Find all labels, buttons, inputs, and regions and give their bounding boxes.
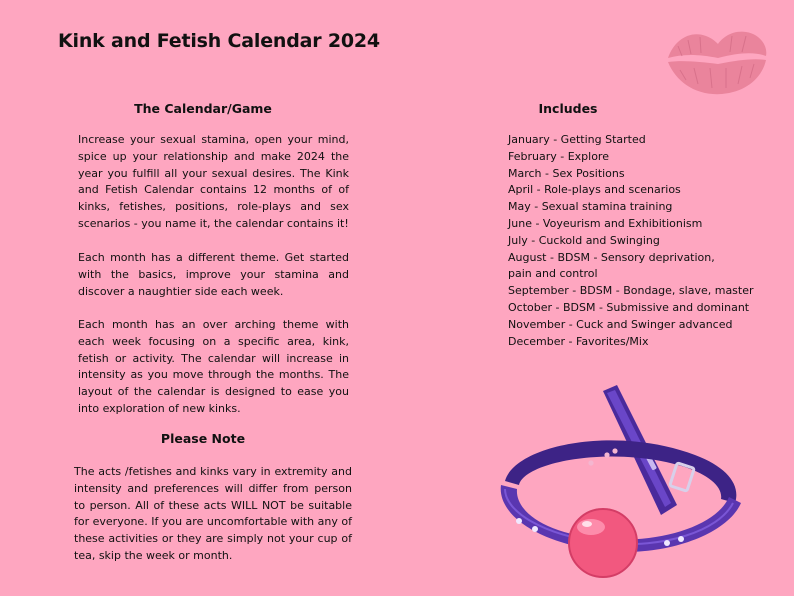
calendar-paragraph: Increase your sexual stamina, open your mind, spice up your relationship and make 2024 the year you fulfill all your sexual desires. The Kink and Fetish Calendar contains 12 months of of kinks, fetishes, positions, role-plays and sex scenarios - you name it, the calendar contains it! bbox=[78, 133, 349, 230]
calendar-paragraph: Each month has a different theme. Get started with the basics, improve your stamina and discover a naughtier side each week. bbox=[78, 251, 349, 298]
months-list bbox=[508, 132, 754, 350]
ball-gag-illustration bbox=[495, 385, 750, 596]
month-item: September - BDSM - Bondage, slave, master bbox=[508, 284, 754, 298]
page-title: Kink and Fetish Calendar 2024 bbox=[58, 30, 380, 52]
month-item: May - Sexual stamina training bbox=[508, 200, 673, 214]
month-item: February - Explore bbox=[508, 149, 609, 163]
note-paragraph: The acts /fetishes and kinks vary in extremity and intensity and preferences will differ from person to person. All of these acts WILL NOT be suitable for everyone. If you are uncomfortable with any of these activities or they are simply not your cup of tea, skip the week or month. bbox=[74, 465, 352, 562]
calendar-heading: The Calendar/Game bbox=[134, 101, 272, 116]
month-item: March - Sex Positions bbox=[508, 166, 625, 180]
month-item: January - Getting Started bbox=[508, 133, 646, 146]
month-item: October - BDSM - Submissive and dominant bbox=[508, 300, 750, 314]
month-item: July - Cuckold and Swinging bbox=[508, 233, 660, 247]
month-item: April - Role-plays and scenarios bbox=[508, 183, 681, 197]
note-heading: Please Note bbox=[160, 431, 246, 446]
month-item: December - Favorites/Mix bbox=[508, 334, 649, 348]
month-item: November - Cuck and Swinger advanced bbox=[508, 317, 733, 331]
calendar-paragraph: Each month has an over arching theme with each week focusing on a specific area, kink, fetish or activity. The calendar will increase in intensity as you move through the months. The layout of the calendar is designed to ease you into exploration of new kinks. bbox=[78, 318, 349, 415]
month-item: pain and control bbox=[508, 267, 598, 281]
month-item: August - BDSM - Sensory deprivation, bbox=[508, 250, 715, 264]
month-item: June - Voyeurism and Exhibitionism bbox=[508, 216, 703, 230]
includes-heading: Includes bbox=[538, 101, 598, 116]
lips-kiss-icon bbox=[660, 22, 772, 98]
